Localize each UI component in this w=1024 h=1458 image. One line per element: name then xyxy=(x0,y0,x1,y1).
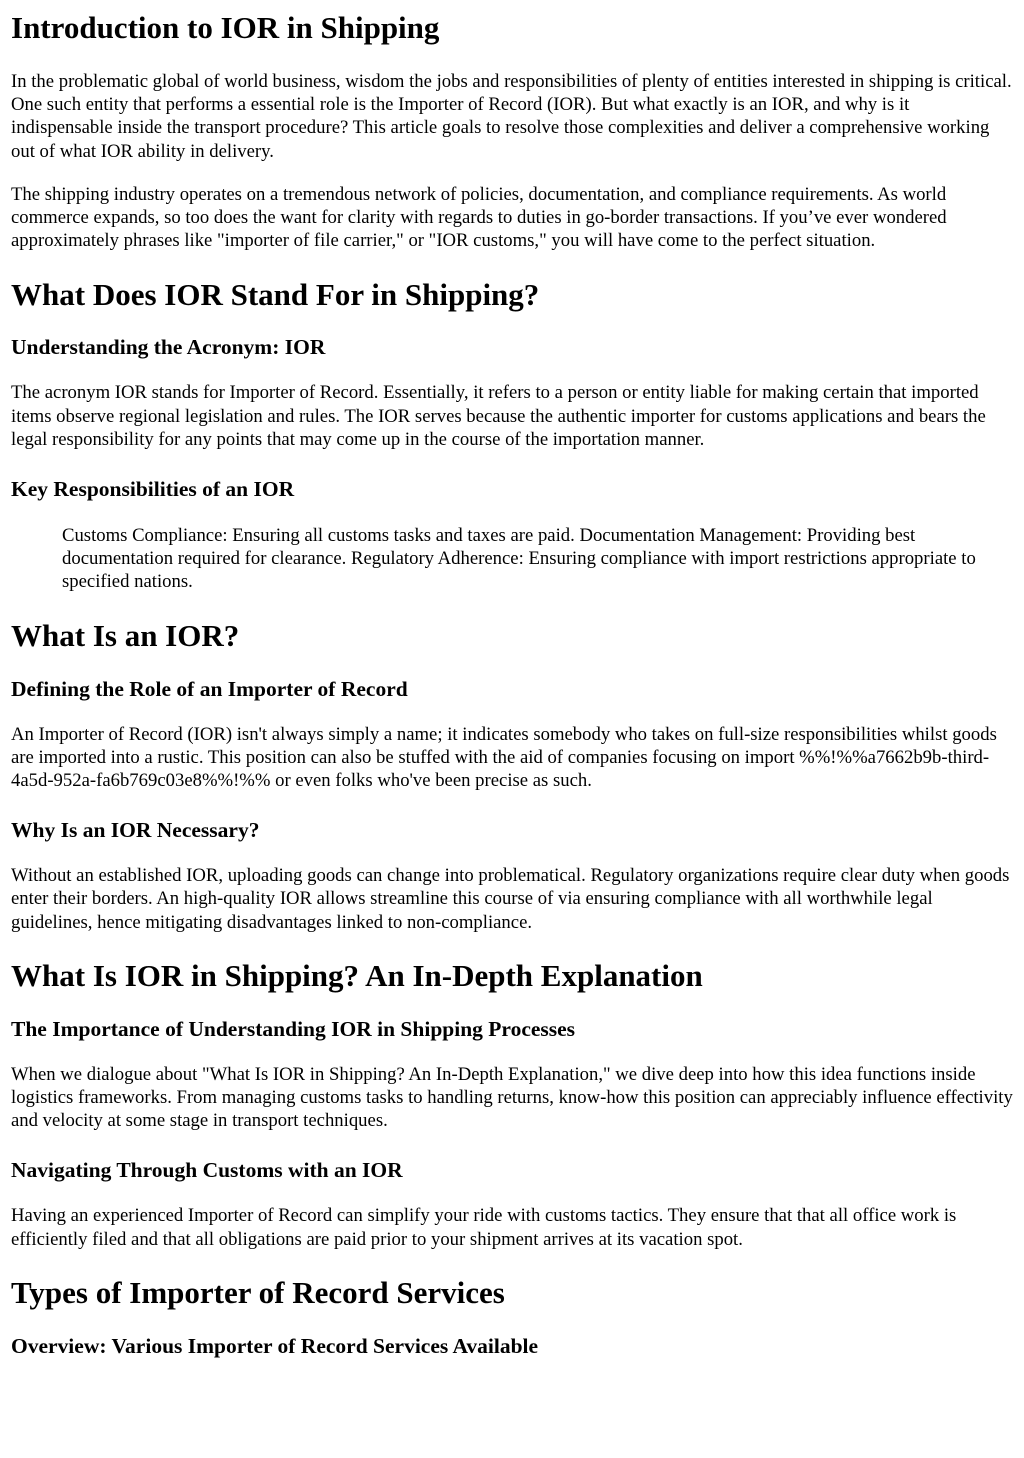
defining-role-paragraph: An Importer of Record (IOR) isn't always simply a name; it indicates somebody who takes on full-size responsibilities whilst goods are imported into a rustic. This position can also be stuffed with the aid of companies focusing on import %%!%%a7662b9b-third-4a5d-952a-fa6b769c03e8%%!%% or even folks who've been precise as such. xyxy=(11,723,997,792)
why-necessary-paragraph: Without an established IOR, uploading goods can change into problematical. Regulatory organizations require clear duty when goods enter their borders. An high-quality IOR allows streamline this course of via ensuring compliance with all worthwhile legal guidelines, hence mitigating disadvantages linked to non-compliance. xyxy=(11,865,1010,933)
subsection-title-why-necessary: Why Is an IOR Necessary? xyxy=(11,818,260,843)
section-title-in-depth-explanation: What Is IOR in Shipping? An In-Depth Explanation xyxy=(11,957,703,993)
subsection-title-importance: The Importance of Understanding IOR in Shipping Processes xyxy=(11,1016,576,1041)
section-title-types-of-services: Types of Importer of Record Services xyxy=(11,1274,505,1310)
subsection-title-overview-services: Overview: Various Importer of Record Services Available xyxy=(11,1333,539,1358)
intro-paragraph-2: The shipping industry operates on a tremendous network of policies, documentation, and compliance requirements. As world commerce expands, so too does the want for clarity with regards to duties in go-border transactions. If you’ve ever wondered approximately phrases like "importer of file carrier," or "IOR customs," you will have come to the perfect situation. xyxy=(11,183,947,252)
section-title-what-does-ior-stand-for: What Does IOR Stand For in Shipping? xyxy=(11,277,540,313)
subsection-title-understanding-acronym: Understanding the Acronym: IOR xyxy=(11,335,326,360)
navigating-customs-paragraph: Having an experienced Importer of Record can simplify your ride with customs tactics. They ensure that that all office work is efficiently filed and that all obligations are paid prior to your shipment arrives at its vacation spot. xyxy=(11,1205,957,1250)
responsibilities-quote: Customs Compliance: Ensuring all customs tasks and taxes are paid. Documentation Management: Providing best documentation required for clearance. Regulatory Adherence: Ensuring compliance with import restrictions appropriate to specified nations. xyxy=(62,525,976,593)
importance-paragraph: When we dialogue about "What Is IOR in Shipping? An In-Depth Explanation," we dive deep into how this idea functions inside logistics frameworks. From managing customs tasks to handling returns, know-how this position can appreciably influence effectivity and velocity at some stage in transport techniques. xyxy=(11,1063,1013,1132)
subsection-title-defining-role: Defining the Role of an Importer of Record xyxy=(11,676,408,701)
section-title-introduction: Introduction to IOR in Shipping xyxy=(11,10,440,45)
subsection-title-navigating-customs: Navigating Through Customs with an IOR xyxy=(11,1158,403,1183)
section-title-what-is-an-ior: What Is an IOR? xyxy=(11,617,240,653)
intro-paragraph-1: In the problematic global of world business, wisdom the jobs and responsibilities of plenty of entities interested in shipping is critical. One such entity that performs a essential role is the Importer of Record (IOR). But what exactly is an IOR, and why is it indispensable inside the transport procedure? This article goals to resolve those complexities and deliver a comprehensive working out of what IOR ability in delivery. xyxy=(11,71,1012,162)
article xyxy=(0,10,1024,1359)
subsection-title-key-responsibilities: Key Responsibilities of an IOR xyxy=(11,477,295,502)
acronym-paragraph: The acronym IOR stands for Importer of Record. Essentially, it refers to a person or entity liable for making certain that imported items observe regional legislation and rules. The IOR serves because the authentic importer for customs applications and bears the legal responsibility for any points that may come up in the course of the importation manner. xyxy=(11,382,986,450)
